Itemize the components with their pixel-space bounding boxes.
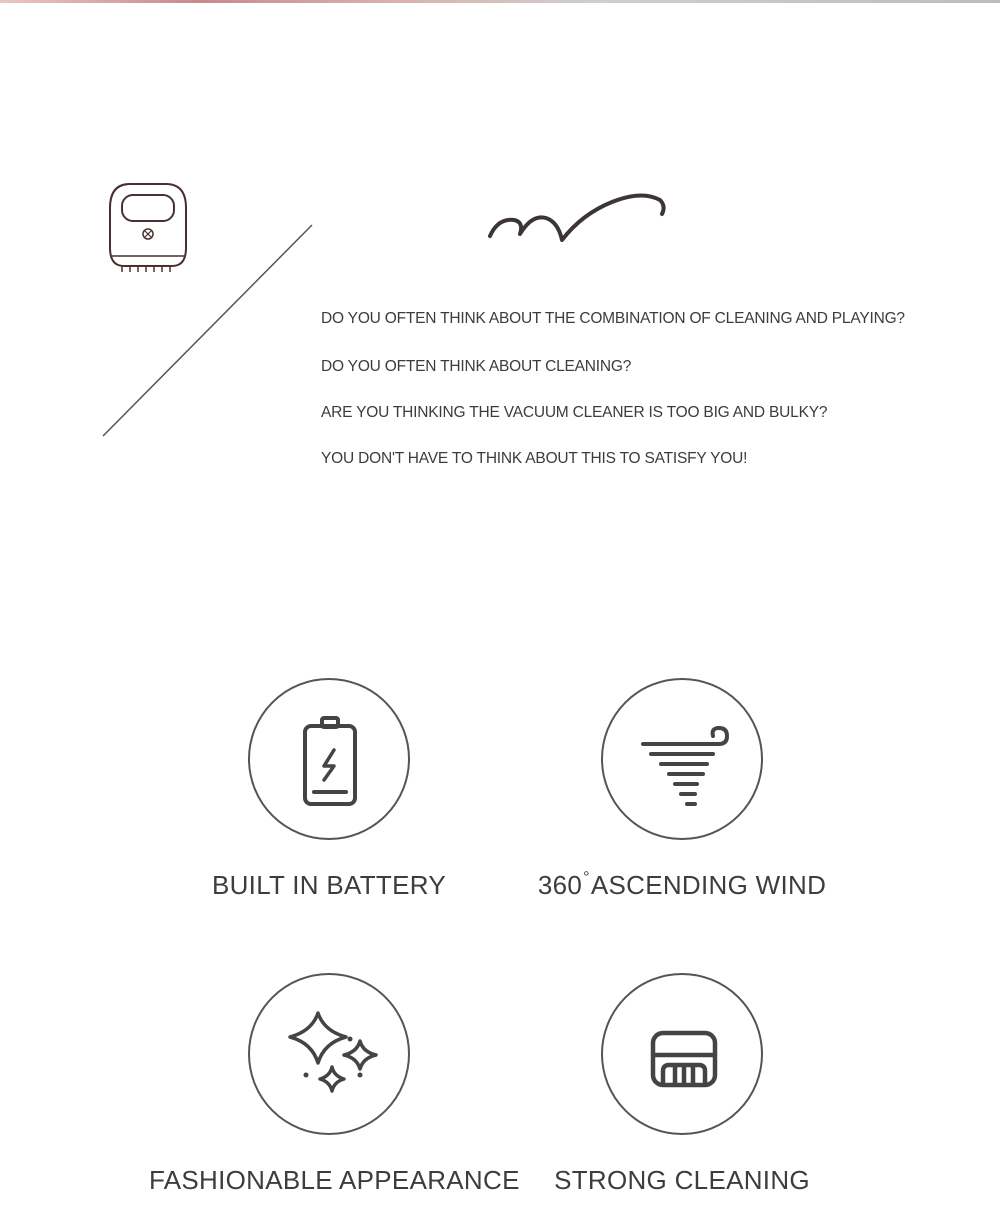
diagonal-divider bbox=[100, 220, 320, 440]
degree-symbol: ° bbox=[583, 869, 590, 886]
top-accent-strip bbox=[0, 0, 1000, 3]
feature-label bbox=[502, 870, 862, 901]
feature-ascending-wind bbox=[502, 678, 862, 901]
feature-circle bbox=[248, 973, 410, 1135]
wind-icon bbox=[603, 680, 761, 838]
question-1: DO YOU OFTEN THINK ABOUT THE COMBINATION OF CLEANING AND PLAYING? bbox=[321, 310, 905, 327]
question-2: DO YOU OFTEN THINK ABOUT CLEANING? bbox=[321, 358, 632, 375]
feature-circle bbox=[248, 678, 410, 840]
scribble-decoration bbox=[484, 184, 670, 244]
feature-built-in-battery bbox=[149, 678, 509, 901]
feature-strong-cleaning bbox=[502, 973, 862, 1196]
sparkle-icon bbox=[250, 975, 408, 1133]
feature-label-number: 360 bbox=[537, 870, 583, 900]
question-4: YOU DON'T HAVE TO THINK ABOUT THIS TO SATISFY YOU! bbox=[321, 450, 748, 467]
question-3: ARE YOU THINKING THE VACUUM CLEANER IS TOO BIG AND BULKY? bbox=[321, 404, 828, 421]
feature-label: STRONG CLEANING bbox=[554, 1165, 810, 1195]
feature-circle bbox=[601, 678, 763, 840]
feature-fashionable-appearance bbox=[149, 973, 520, 1196]
battery-icon bbox=[250, 680, 408, 838]
vacuum-head-icon bbox=[603, 975, 761, 1133]
feature-label: BUILT IN BATTERY bbox=[211, 870, 447, 900]
feature-label-text: ASCENDING WIND bbox=[590, 870, 827, 900]
feature-label: FASHIONABLE APPEARANCE bbox=[149, 1165, 520, 1195]
feature-circle bbox=[601, 973, 763, 1135]
